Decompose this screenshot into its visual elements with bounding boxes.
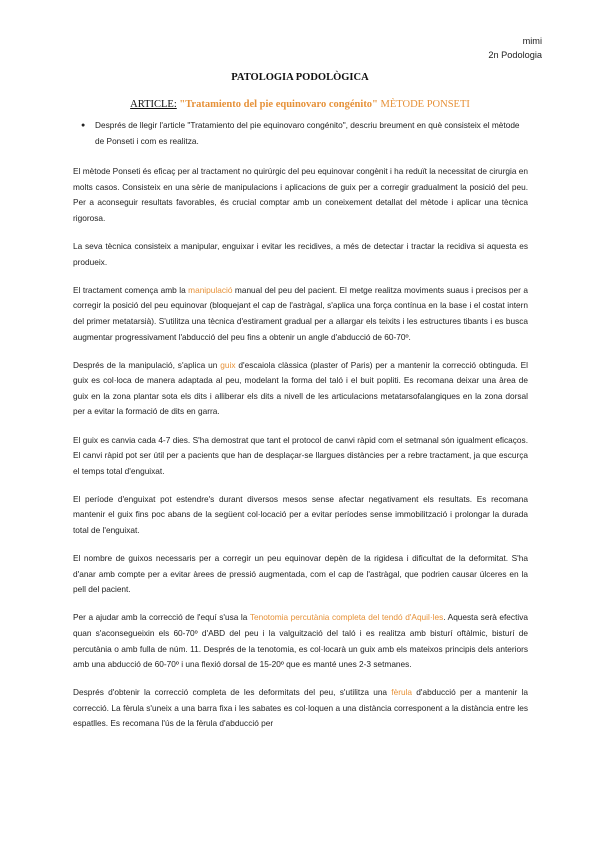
document-body	[73, 118, 528, 745]
page-header	[488, 34, 542, 62]
highlight-tenotomia: Tenotomia percutània completa del tendó d'Aquil·les	[249, 612, 444, 623]
paragraph-5: El guix es canvia cada 4-7 dies. S'ha demostrat que tant el protocol de canvi ràpid com el setmanal són igualment eficaços. El canvi ràpid pot ser útil per a pacients que han de desplaçar-se llargues distàncies per a rebre tractament, ja que escurça el temps total d'enguixat.	[73, 434, 528, 476]
highlight-manipulacio: manipulació	[188, 284, 233, 295]
article-quote: "Tratamiento del pie equinovaro congénito"	[179, 99, 378, 110]
article-heading	[0, 99, 600, 110]
header-course: 2n Podologia	[488, 50, 542, 60]
highlight-ferula: fèrula	[391, 687, 413, 698]
paragraph-9-start: Després d'obtenir la correcció completa de les deformitats del peu, s'utilitza una	[73, 687, 392, 698]
question-text: Després de llegir l'article "Tratamiento del pie equinovaro congénito", descriu breument en què consisteix el mètode de Ponseti i com es realitza.	[95, 120, 520, 146]
paragraph-4-start: Després de la manipulació, s'aplica un	[73, 359, 221, 370]
paragraph-3-start: El tractament comença amb la	[73, 284, 189, 295]
paragraph-8-end: . Aquesta serà efectiva quan s'aconsegueixin els 60-70º d'ABD del peu i la valguització del taló i es realitza amb bisturí oftàlmic, bisturí de percutània o amb fulla de núm. 11. Després de la tenotomia, es col·locarà un guix amb els mateixos principis dels anteriors amb una abducció de 60-70º i una flexió dorsal de 15-20º que es manté unes 2-3 setmanes.	[73, 612, 528, 670]
paragraph-9	[73, 685, 528, 732]
paragraph-3-end: manual del peu del pacient. El metge realitza moviments suaus i precisos per a corregir la posició del peu equinovar (bloquejant el cap de l'astràgal, s'aplica una força contínua en la base i el costat intern del primer metatarsià). S'utilitza una tècnica d'estirament gradual per a allargar els teixits i les estructures tibants i es busca augmentar progressivament l'abducció del peu fins a obtenir un angle d'abducció de 60-70º.	[73, 284, 528, 342]
paragraph-8-start: Per a ajudar amb la correcció de l'equí s'usa la	[73, 612, 250, 623]
paragraph-4-end: d'escaiola clàssica (plaster of Paris) per a mantenir la correcció obtinguda. El guix es col·loca de manera adaptada al peu, modelant la forma del taló i el buit popliti. Es recomana deixar una àrea de guix en la zona plantar sota els dits i alliberar els dits a nivell de les articulacions metatarsofalangiques en la zona dorsal per a evitar la formació de dits en garra.	[73, 359, 528, 417]
paragraph-1: El mètode Ponseti és eficaç per al tractament no quirúrgic del peu equinovar congènit i ha reduït la necessitat de cirurgia en molts casos. Consisteix en una sèrie de manipulacions i aplicacions de guix per a corregir gradualment la posició del peu. Per a aconseguir resultats favorables, és crucial comptar amb un coneixement detallat del mètode i aplicar una tècnica rigorosa.	[73, 166, 528, 223]
paragraph-4	[73, 358, 528, 420]
paragraph-7: El nombre de guixos necessaris per a corregir un peu equinovar depèn de la rigidesa i dificultat de la deformitat. S'ha d'anar amb compte per a evitar àrees de pressió augmentada, com el cap de l'astràgal, que podrien causar úlceres en la pell del pacient.	[73, 553, 528, 595]
question-bullet	[73, 118, 528, 149]
paragraph-2: La seva tècnica consisteix a manipular, enguixar i evitar les recidives, a més de detectar i tractar la recidiva si aquesta es produeix.	[73, 241, 528, 267]
highlight-guix: guix	[220, 359, 236, 370]
bullet-icon: ●	[81, 122, 86, 129]
header-author: mimi	[522, 36, 542, 46]
paragraph-6: El període d'enguixat pot estendre's durant diversos mesos sense afectar negativament els resultats. Es recomana mantenir el guix fins poc abans de la següent col·locació per a evitar períodes sense immobilització i prolongar la durada total de l'enguixat.	[73, 493, 528, 535]
article-method: MÈTODE PONSETI	[380, 99, 470, 110]
paragraph-3	[73, 283, 528, 345]
article-label: ARTICLE:	[130, 99, 177, 110]
paragraph-9-end: d'abducció per a mantenir la correcció. La fèrula s'uneix a una barra fixa i les sabates es col·loquen a una distància corresponent a la distància entre les espatlles. Es recomana l'ús de la fèrula d'abducció per	[73, 687, 529, 729]
paragraph-8	[73, 610, 528, 672]
document-title: PATOLOGIA PODOLÒGICA	[231, 72, 369, 83]
